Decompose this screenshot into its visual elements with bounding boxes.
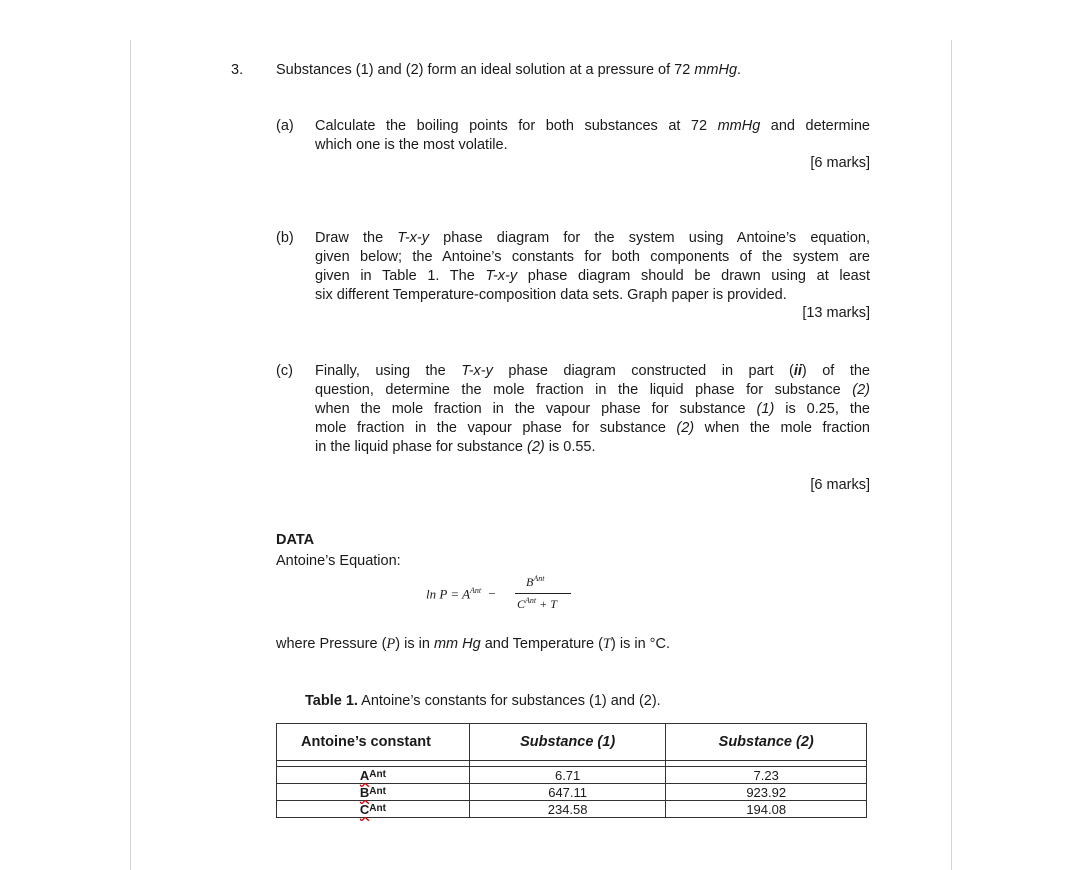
question-intro: Substances (1) and (2) form an ideal solution at a pressure of 72 mmHg.	[276, 62, 742, 78]
constant-symbol: $A^{Ant}$	[277, 767, 470, 784]
part-c-label: (c)	[276, 363, 293, 379]
where-text: where Pressure (P) is in mm Hg and Temperature (T) is in °C.	[276, 636, 670, 652]
part-a-text: Calculate the boiling points for both substances at 72 mmHg and determine which one is the most volatile.	[315, 118, 870, 153]
constant-symbol: $B^{Ant}$	[277, 784, 470, 801]
substance-1-value: 234.58	[469, 801, 666, 818]
formula-lhs: ln P = A	[426, 586, 471, 602]
equation-label: Antoine’s Equation:	[276, 553, 401, 569]
antoine-formula	[426, 572, 586, 622]
constant-symbol: $C^{Ant}$	[277, 801, 470, 818]
part-a-label: (a)	[276, 118, 294, 134]
table-caption: Table 1. Antoine’s constants for substances (1) and (2).	[305, 693, 661, 709]
formula-lhs-sup: Ant	[470, 586, 482, 595]
substance-2-value: 923.92	[666, 784, 867, 801]
part-a-marks: [6 marks]	[810, 155, 870, 171]
part-b-marks: [13 marks]	[802, 305, 870, 321]
substance-1-value: 647.11	[469, 784, 666, 801]
part-b-text: Draw the T-x-y phase diagram for the system using Antoine’s equation, given below; the Antoine’s constants for both components of the system are given in Table 1. The T-x-y phase diagram should be drawn using at least six different Temperature-composition data sets. Graph paper is provided.	[315, 230, 871, 303]
header-substance-2: Substance (2)	[666, 724, 867, 761]
part-c-text: Finally, using the T-x-y phase diagram constructed in part (ii) of the question, determine the mole fraction in the liquid phase for substance (2) when the mole fraction in the vapour phase for substance (1) is 0.25, the mole fraction in the vapour phase for substance (2) when the mole fraction in the liquid phase for substance (2) is 0.55.	[315, 363, 870, 455]
table-header-row	[277, 724, 867, 761]
part-b-label: (b)	[276, 230, 294, 246]
data-heading: DATA	[276, 532, 315, 548]
formula-minus: −	[488, 586, 496, 602]
part-c-marks: [6 marks]	[810, 477, 870, 493]
header-constant: Antoine’s constant	[277, 724, 470, 761]
substance-2-value: 194.08	[666, 801, 867, 818]
substance-2-value: 7.23	[666, 767, 867, 784]
header-substance-1: Substance (1)	[469, 724, 666, 761]
table-row	[277, 801, 867, 818]
question-number: 3.	[231, 62, 244, 78]
substance-1-value: 6.71	[469, 767, 666, 784]
formula-numerator: B	[526, 575, 534, 589]
table-row	[277, 784, 867, 801]
formula-denominator: C	[517, 597, 526, 611]
formula-num-sup: Ant	[533, 574, 545, 583]
formula-den-sup: Ant	[525, 596, 537, 605]
antoine-table	[276, 723, 867, 818]
fraction-bar	[515, 593, 571, 594]
table-row	[277, 767, 867, 784]
formula-den-tail: + T	[536, 597, 557, 611]
